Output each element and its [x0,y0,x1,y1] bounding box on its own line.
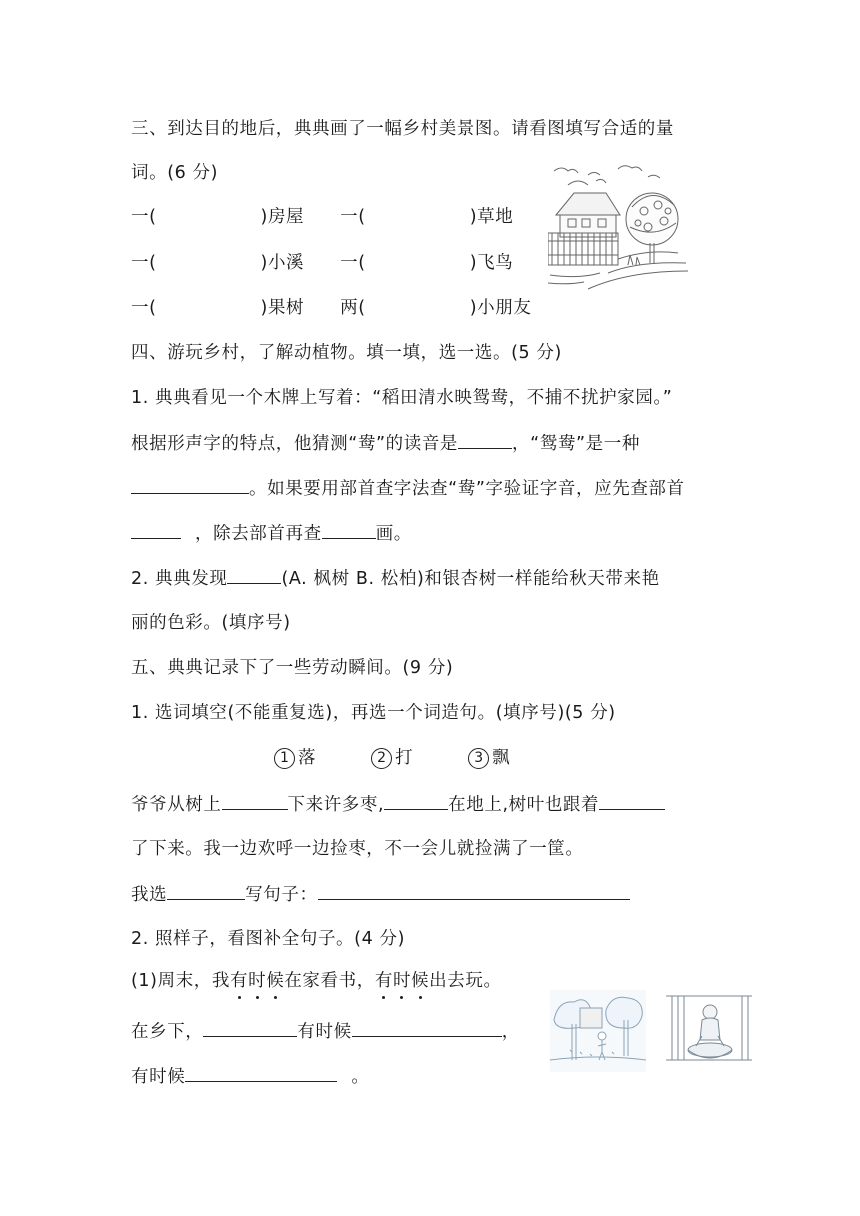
section5-q1-pick: 我选 写句子： [131,882,630,907]
section5-q1-sentence2: 了下来。我一边欢呼一边捡枣，不一会儿就捡满了一筐。 [131,839,584,859]
section4-heading: 四、游玩乡村，了解动植物。填一填，选一选。(5 分) [131,343,562,363]
tree-choice-blank[interactable] [227,566,281,584]
stroke-count-blank[interactable] [322,521,376,539]
pick-word-blank[interactable] [167,882,245,900]
radical-blank[interactable] [131,521,181,539]
section4-q1-line1: 1. 典典看见一个木牌上写着：“稻田清水映鸳鸯，不捕不扰护家园。” [131,388,673,408]
section4-q1-line3: 。如果要用部首查字法查“鸯”字验证字音，应先查部首 [131,476,685,501]
pinyin-blank[interactable] [458,431,512,449]
fill-blank-place[interactable] [203,1019,297,1037]
fill-blank-activity-1[interactable] [352,1019,502,1037]
write-sentence-blank[interactable] [318,882,630,900]
measure-word-row-1: 一( )房屋 一( )草地 [131,207,514,227]
measure-word-row-3: 一( )果树 两( )小朋友 [131,298,532,318]
section5-q2-fill-line2: 有时候 。 [131,1064,369,1089]
fill-blank-3[interactable] [599,792,665,810]
fill-blank-activity-2[interactable] [185,1064,337,1082]
measure-word-row-2: 一( )小溪 一( )飞鸟 [131,253,514,273]
word-choices [274,746,560,770]
children-play-image [550,990,646,1072]
fill-blank-2[interactable] [384,792,448,810]
village-scene-image [548,163,690,293]
section5-heading: 五、典典记录下了一些劳动瞬间。(9 分) [131,658,454,678]
section4-q1-line2: 根据形声字的特点，他猜测“鸯”的读音是 ，“鸳鸯”是一种 [131,431,640,456]
section4-q2-line1: 2. 典典发现 (A. 枫树 B. 松柏)和银杏树一样能给秋天带来艳 [131,566,660,591]
fill-blank-1[interactable] [222,792,288,810]
boy-washing-image [666,990,752,1072]
section4-q2-line2: 丽的色彩。(填序号) [131,613,291,633]
section5-q1-heading: 1. 选词填空(不能重复选)，再选一个词造句。(填序号)(5 分) [131,703,616,723]
section5-q2-fill-line1: 在乡下， 有时候 ， [131,1019,520,1044]
section5-q1-sentence1: 爷爷从树上 下来许多枣, 在地上,树叶也跟着 [131,792,665,817]
section3-heading-line1: 三、到达目的地后，典典画了一幅乡村美景图。请看图填写合适的量 [131,119,674,139]
choice-2: 2 打 [371,746,413,770]
choice-3: 3 飘 [468,746,510,770]
section5-q2-example: (1)周末，我有时候在家看书，有时候出去玩。 [131,971,502,991]
section3-heading-line2: 词。(6 分) [131,163,219,183]
section4-q1-line4: ，除去部首再查 画。 [131,521,412,546]
bird-type-blank[interactable] [131,476,249,494]
section5-q2-heading: 2. 照样子，看图补全句子。(4 分) [131,929,406,949]
choice-1: 1 落 [274,746,316,770]
